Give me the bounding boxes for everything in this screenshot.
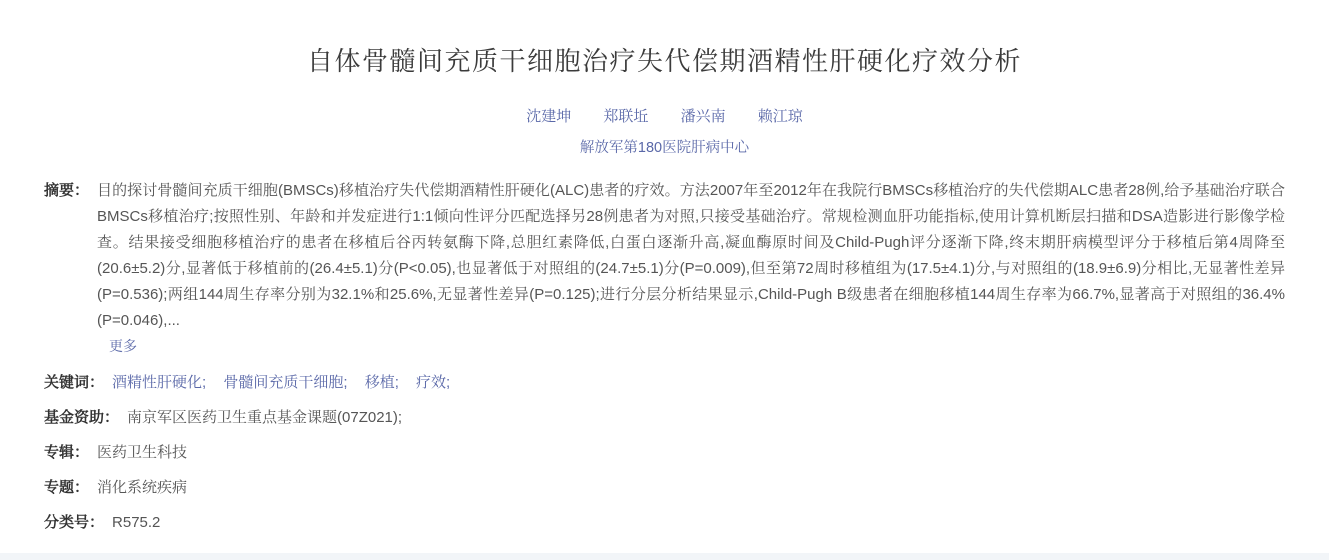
clc-value: R575.2	[112, 514, 161, 531]
keyword-link-3[interactable]: 移植;	[364, 374, 399, 391]
funding-label: 基金资助：	[44, 409, 120, 426]
abstract-label: 摘要：	[44, 182, 90, 199]
author-list	[44, 105, 1285, 126]
paper-detail-page	[0, 41, 1329, 533]
paper-title: 自体骨髓间充质干细胞治疗失代偿期酒精性肝硬化疗效分析	[306, 46, 1022, 76]
more-link[interactable]: 更多	[109, 338, 138, 354]
author-link-4[interactable]: 赖江琼	[757, 108, 803, 125]
author-link-1[interactable]: 沈建坤	[526, 108, 572, 125]
funding-row	[44, 407, 1285, 428]
author-link-3[interactable]: 潘兴南	[680, 108, 726, 125]
keywords-label: 关键词：	[44, 374, 105, 391]
album-row	[44, 442, 1285, 463]
topic-value[interactable]: 消化系统疾病	[97, 479, 188, 496]
album-label: 专辑：	[44, 444, 90, 461]
author-link-2[interactable]: 郑联坵	[603, 108, 649, 125]
keyword-link-1[interactable]: 酒精性肝硬化;	[112, 374, 207, 391]
topic-label: 专题：	[44, 479, 90, 496]
affiliation-link[interactable]: 解放军第180医院肝病中心	[579, 140, 750, 156]
keywords-row	[44, 372, 1285, 393]
clc-label: 分类号：	[44, 514, 105, 531]
affiliation-row	[44, 136, 1285, 157]
abstract-text: 目的探讨骨髓间充质干细胞(BMSCs)移植治疗失代偿期酒精性肝硬化(ALC)患者的疗效。方法2007年至2012年在我院行BMSCs移植治疗的失代偿期ALC患者28例,给予基础治疗联合BMSCs移植治疗;按照性别、年龄和并发症进行1:1倾向性评分匹配选择另28例患者为对照,只接受基础治疗。常规检测血肝功能指标,使用计算机断层扫描和DSA造影进行影像学检查。结果接受细胞移植治疗的患者在移植后谷丙转氨酶下降,总胆红素降低,白蛋白逐渐升高,凝血酶原时间及Child-Pugh评分逐渐下降,终末期肝病模型评分于移植后第4周降至(20.6±5.2)分,显著低于移植前的(26.4±5.1)分(P<0.05),也显著低于对照组的(24.7±5.1)分(P=0.009),但至第72周时移植组为(17.5±4.1)分,与对照组的(18.9±6.9)分相比,无显著性差异(P=0.536);两组144周生存率分别为32.1%和25.6%,无显著性差异(P=0.125);进行分层分析结果显示,Child-Pugh B级患者在细胞移植144周生存率为66.7%,显著高于对照组的36.4%(P=0.046),...	[97, 182, 1285, 329]
topic-row	[44, 477, 1285, 498]
abstract-section	[44, 178, 1285, 360]
clc-row	[44, 512, 1285, 533]
keyword-link-2[interactable]: 骨髓间充质干细胞;	[223, 374, 348, 391]
meta-rows	[44, 178, 1285, 533]
next-section-edge	[0, 553, 1329, 560]
keywords-list	[112, 372, 463, 393]
funding-link[interactable]: 南京军区医药卫生重点基金课题(07Z021);	[127, 409, 403, 426]
keyword-link-4[interactable]: 疗效;	[416, 374, 451, 391]
abstract-body	[97, 178, 1285, 360]
album-value[interactable]: 医药卫生科技	[97, 444, 188, 461]
